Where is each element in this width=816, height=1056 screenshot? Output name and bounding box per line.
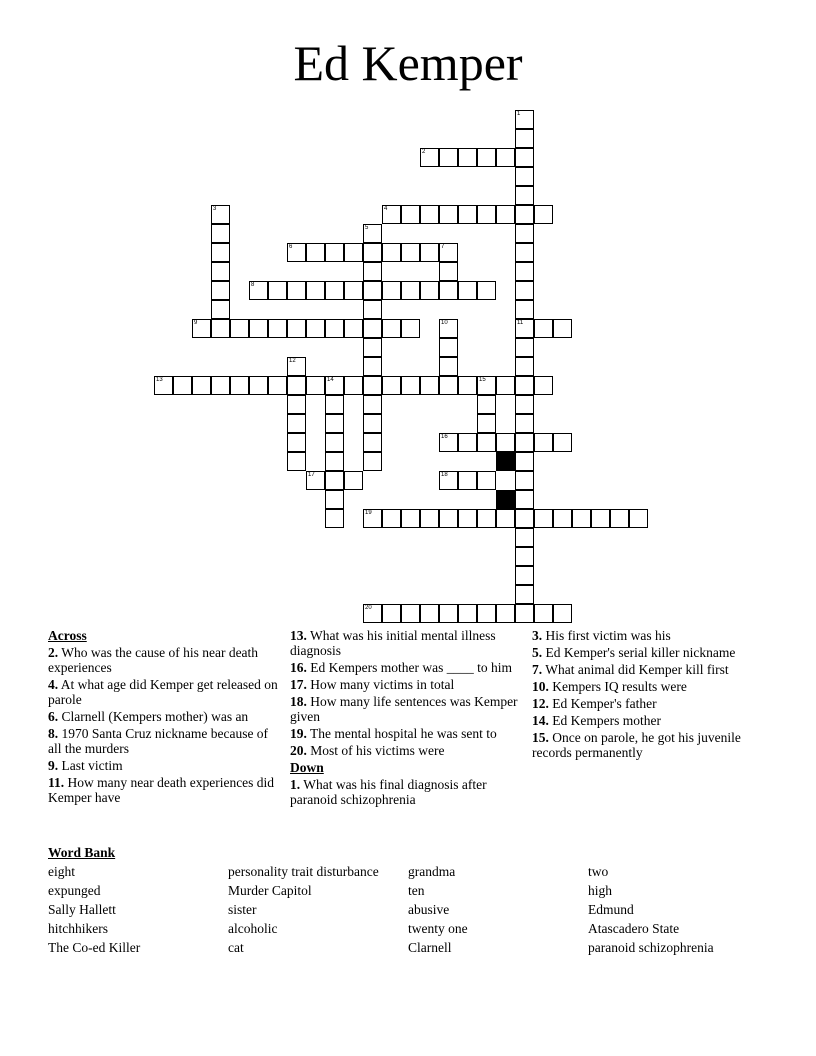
clue-number-label: 2. [48,645,59,660]
grid-cell-black [496,452,515,471]
grid-cell[interactable] [363,395,382,414]
grid-cell[interactable] [211,262,230,281]
grid-cell[interactable] [382,376,401,395]
clue-number-label: 11. [48,775,65,790]
word-bank-item: eight [48,864,75,879]
grid-cell[interactable] [477,395,496,414]
word-bank-item: Murder Capitol [228,883,312,898]
grid-cell[interactable] [515,585,534,604]
grid-cell[interactable] [439,509,458,528]
down-heading: Down [290,760,324,775]
grid-cell[interactable] [363,357,382,376]
grid-cell[interactable] [477,148,496,167]
clue-number: 9 [194,320,198,326]
grid-cell[interactable] [515,243,534,262]
grid-cell[interactable] [382,509,401,528]
clues-column-middle [290,628,522,809]
grid-cell[interactable] [515,433,534,452]
clue-text: What animal did Kemper kill first [542,662,729,677]
grid-cell[interactable] [629,509,648,528]
grid-cell[interactable] [287,414,306,433]
clue [532,628,772,643]
grid-cell[interactable] [401,205,420,224]
word-bank-item: cat [228,940,244,955]
grid-cell[interactable] [515,224,534,243]
grid-cell[interactable] [439,262,458,281]
grid-cell[interactable] [363,319,382,338]
clue-number: 7 [441,244,445,250]
clue-number-label: 20. [290,743,307,758]
clue-number: 5 [365,225,369,231]
grid-cell[interactable] [515,604,534,623]
grid-cell[interactable] [458,376,477,395]
clue-text: Ed Kemper's father [548,696,657,711]
clue-number-label: 14. [532,713,549,728]
grid-cell[interactable] [439,376,458,395]
grid-cell[interactable] [344,243,363,262]
grid-cell[interactable] [325,509,344,528]
clue-text: How many life sentences was Kemper given [290,694,518,724]
grid-cell[interactable] [439,148,458,167]
clue-text: Clarnell (Kempers mother) was an [58,709,249,724]
grid-cell[interactable] [515,452,534,471]
grid-cell[interactable] [515,338,534,357]
clue-number-label: 10. [532,679,549,694]
clue [532,679,772,694]
grid-cell[interactable] [439,604,458,623]
clue-text: Who was the cause of his near death experiences [48,645,259,675]
clue-number-label: 15. [532,730,549,745]
clue-number-label: 13. [290,628,307,643]
grid-cell[interactable] [420,509,439,528]
grid-cell[interactable] [192,376,211,395]
clue [290,726,522,741]
clue-number: 8 [251,282,255,288]
grid-cell[interactable] [382,243,401,262]
grid-cell[interactable] [534,205,553,224]
clue-number: 16 [441,434,448,440]
clue-number: 1 [517,111,521,117]
word-bank-item: ten [408,883,425,898]
clue-text: How many victims in total [306,677,455,692]
grid-cell[interactable] [477,205,496,224]
grid-cell[interactable] [325,452,344,471]
clue [48,677,280,707]
clue [48,775,280,805]
clue-text: Ed Kempers mother [548,713,661,728]
clue-number: 10 [441,320,448,326]
grid-cell[interactable] [325,471,344,490]
grid-cell[interactable] [363,376,382,395]
grid-cell[interactable] [553,319,572,338]
grid-cell[interactable] [211,300,230,319]
grid-cell[interactable] [230,319,249,338]
grid-cell[interactable] [458,433,477,452]
word-bank-item: hitchhikers [48,921,108,936]
clue-text: His first victim was his [542,628,671,643]
grid-cell[interactable] [515,300,534,319]
clue-number-label: 8. [48,726,59,741]
grid-cell[interactable] [401,319,420,338]
grid-cell[interactable] [496,205,515,224]
clue-number: 4 [384,206,388,212]
clue-number: 20 [365,605,372,611]
grid-cell[interactable] [268,376,287,395]
grid-cell[interactable] [515,167,534,186]
grid-cell[interactable] [306,243,325,262]
clue-number: 2 [422,149,426,155]
grid-cell[interactable] [211,376,230,395]
clue [532,696,772,711]
grid-cell[interactable] [458,509,477,528]
grid-cell[interactable] [515,490,534,509]
clue-number-label: 19. [290,726,307,741]
grid-cell[interactable] [515,414,534,433]
grid-cell[interactable] [515,281,534,300]
clue-number-label: 18. [290,694,307,709]
word-bank-item: Edmund [588,902,634,917]
clue-number-label: 7. [532,662,543,677]
grid-cell[interactable] [477,604,496,623]
grid-cell[interactable] [515,186,534,205]
clue [48,758,280,773]
grid-cell[interactable] [211,319,230,338]
grid-cell[interactable] [173,376,192,395]
clue [290,677,522,692]
grid-cell[interactable] [591,509,610,528]
grid-cell[interactable] [515,357,534,376]
clue-number: 13 [156,377,163,383]
grid-cell[interactable] [477,414,496,433]
grid-cell[interactable] [325,281,344,300]
grid-cell[interactable] [477,509,496,528]
grid-cell[interactable] [325,243,344,262]
grid-cell[interactable] [306,319,325,338]
grid-cell[interactable] [439,338,458,357]
grid-cell[interactable] [515,547,534,566]
clue-number: 18 [441,472,448,478]
grid-cell[interactable] [477,281,496,300]
clue [290,628,522,658]
grid-cell[interactable] [382,604,401,623]
clue-text: At what age did Kemper get released on parole [48,677,278,707]
page-title: Ed Kemper [293,35,523,91]
grid-cell[interactable] [287,376,306,395]
clue-number: 6 [289,244,293,250]
grid-cell[interactable] [363,300,382,319]
grid-cell[interactable] [496,376,515,395]
clue-text: 1970 Santa Cruz nickname because of all the murders [48,726,269,756]
grid-cell[interactable] [249,319,268,338]
grid-cell[interactable] [325,319,344,338]
grid-cell[interactable] [477,471,496,490]
clue-text: Kempers IQ results were [548,679,687,694]
clue [532,730,772,760]
grid-cell[interactable] [344,281,363,300]
clue-number: 11 [517,320,524,326]
grid-cell[interactable] [515,509,534,528]
grid-cell[interactable] [287,433,306,452]
grid-cell[interactable] [420,376,439,395]
grid-cell[interactable] [534,433,553,452]
grid-cell[interactable] [553,604,572,623]
grid-cell[interactable] [420,281,439,300]
clue-text: How many near death experiences did Kemper have [48,775,275,805]
grid-cell[interactable] [363,414,382,433]
grid-cell[interactable] [401,509,420,528]
clue-text: Ed Kemper's serial killer nickname [542,645,736,660]
grid-cell[interactable] [268,319,287,338]
word-bank-item: alcoholic [228,921,278,936]
word-bank-item: Atascadero State [588,921,680,936]
clue-text: Ed Kempers mother was ____ to him [306,660,512,675]
grid-cell[interactable] [515,395,534,414]
grid-cell[interactable] [515,566,534,585]
clue [48,709,280,724]
grid-cell[interactable] [401,604,420,623]
grid-cell[interactable] [211,224,230,243]
grid-cell[interactable] [610,509,629,528]
word-bank-item: Sally Hallett [48,902,116,917]
grid-cell[interactable] [439,281,458,300]
grid-cell[interactable] [382,319,401,338]
word-bank-item: paranoid schizophrenia [588,940,714,955]
grid-cell[interactable] [287,395,306,414]
grid-cell[interactable] [211,243,230,262]
clue [532,713,772,728]
clue-number-label: 6. [48,709,59,724]
clue-number: 12 [289,358,296,364]
word-bank-item: The Co-ed Killer [48,940,141,955]
grid-cell[interactable] [363,452,382,471]
word-bank-item: expunged [48,883,101,898]
clue-number-label: 3. [532,628,543,643]
grid-cell[interactable] [344,376,363,395]
grid-cell[interactable] [534,319,553,338]
grid-cell[interactable] [496,148,515,167]
grid-cell[interactable] [458,604,477,623]
clues-column-right [532,628,772,762]
grid-cell[interactable] [344,319,363,338]
clue [290,660,522,675]
grid-cell[interactable] [477,433,496,452]
grid-cell[interactable] [496,509,515,528]
word-bank-item: high [588,883,613,898]
grid-cell[interactable] [439,205,458,224]
grid-cell[interactable] [458,205,477,224]
grid-cell[interactable] [382,281,401,300]
clue-number: 14 [327,377,334,383]
grid-cell[interactable] [401,376,420,395]
grid-cell[interactable] [230,376,249,395]
clue-number-label: 9. [48,758,59,773]
grid-cell[interactable] [344,471,363,490]
grid-cell[interactable] [363,338,382,357]
word-bank-item: personality trait disturbance [228,864,379,879]
clue-text: What was his final diagnosis after paranoid schizophrenia [290,777,487,807]
grid-cell[interactable] [534,509,553,528]
grid-cell[interactable] [249,376,268,395]
clue-number-label: 12. [532,696,549,711]
grid-cell[interactable] [534,376,553,395]
clue-number-label: 17. [290,677,307,692]
grid-cell[interactable] [458,471,477,490]
word-bank-item: sister [228,902,257,917]
clue [532,645,772,660]
grid-cell[interactable] [515,129,534,148]
word-bank-item: twenty one [408,921,468,936]
clue [290,694,522,724]
grid-cell[interactable] [420,205,439,224]
grid-cell[interactable] [211,281,230,300]
word-bank-item: grandma [408,864,456,879]
grid-cell[interactable] [458,148,477,167]
clue-text: What was his initial mental illness diagnosis [290,628,496,658]
grid-cell[interactable] [458,281,477,300]
clue-number: 3 [213,206,217,212]
word-bank-item: two [588,864,609,879]
grid-cell[interactable] [534,604,553,623]
clues-column-left [48,628,280,807]
grid-cell[interactable] [515,262,534,281]
grid-cell[interactable] [515,471,534,490]
grid-cell[interactable] [325,414,344,433]
grid-cell[interactable] [287,281,306,300]
grid-cell[interactable] [306,281,325,300]
clue-number-label: 4. [48,677,59,692]
across-heading: Across [48,628,87,643]
grid-cell[interactable] [439,357,458,376]
clue-number-label: 5. [532,645,543,660]
grid-cell[interactable] [515,148,534,167]
grid-cell[interactable] [401,281,420,300]
grid-cell[interactable] [553,509,572,528]
clue-text: The mental hospital he was sent to [306,726,497,741]
clue-text: Once on parole, he got his juvenile records permanently [532,730,741,760]
clue [532,662,772,677]
clue-number-label: 1. [290,777,301,792]
grid-cell[interactable] [325,433,344,452]
grid-cell[interactable] [325,395,344,414]
grid-cell[interactable] [515,205,534,224]
grid-cell[interactable] [363,262,382,281]
clue-text: Last victim [58,758,123,773]
grid-cell[interactable] [325,490,344,509]
grid-cell[interactable] [287,319,306,338]
grid-cell[interactable] [401,243,420,262]
grid-cell[interactable] [268,281,287,300]
clue [48,726,280,756]
grid-cell[interactable] [515,528,534,547]
grid-cell[interactable] [306,376,325,395]
grid-cell[interactable] [287,452,306,471]
clue [290,743,522,758]
word-bank-heading: Word Bank [48,845,116,860]
clue-number: 15 [479,377,486,383]
word-bank-item: abusive [408,902,450,917]
clue [48,645,280,675]
clue-number: 17 [308,472,315,478]
grid-cell[interactable] [553,433,572,452]
clue-number: 19 [365,510,372,516]
grid-cell[interactable] [572,509,591,528]
grid-cell-black [496,490,515,509]
grid-cell[interactable] [363,433,382,452]
clue [290,777,522,807]
clue-number-label: 16. [290,660,307,675]
grid-cell[interactable] [363,281,382,300]
clue-text: Most of his victims were [306,743,445,758]
grid-cell[interactable] [420,604,439,623]
grid-cell[interactable] [363,243,382,262]
word-bank-item: Clarnell [408,940,452,955]
grid-cell[interactable] [515,376,534,395]
grid-cell[interactable] [496,604,515,623]
grid-cell[interactable] [420,243,439,262]
grid-cell[interactable] [496,433,515,452]
